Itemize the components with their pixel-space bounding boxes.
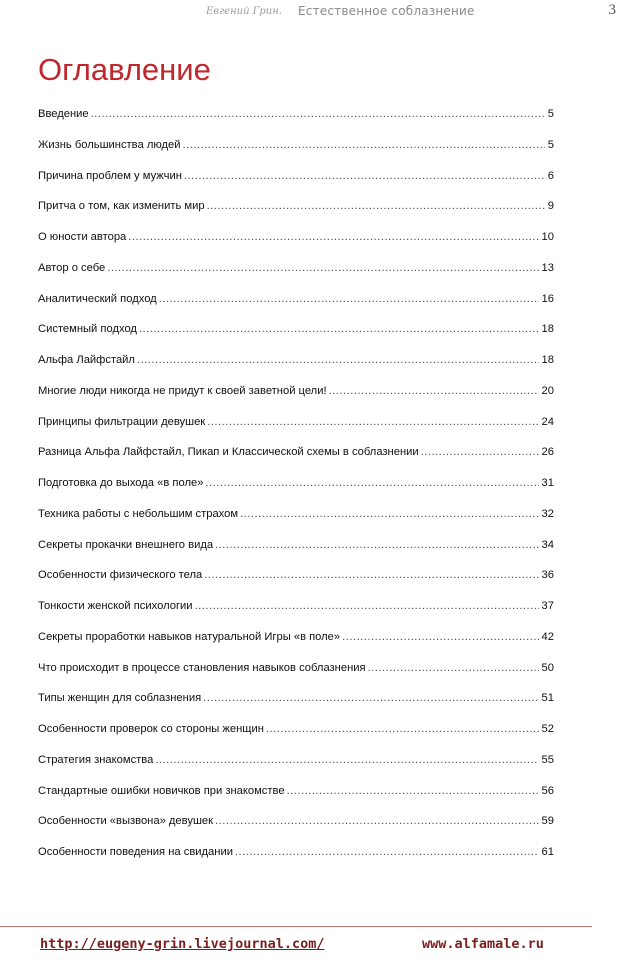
toc-entry-page: 31	[541, 477, 554, 489]
toc-entry[interactable]	[38, 199, 554, 230]
toc-entry-page: 5	[547, 138, 554, 151]
toc-entry[interactable]	[38, 138, 554, 169]
toc-entry-page: 24	[541, 415, 554, 428]
toc-entry[interactable]	[38, 261, 554, 292]
toc-entry[interactable]	[38, 814, 554, 845]
toc-dot-leader	[203, 691, 538, 705]
toc-entry-title: Разница Альфа Лайфстайл, Пикап и Классической схемы в соблазнении	[38, 446, 419, 459]
toc-entry-page: 37	[541, 600, 554, 612]
footer-divider	[0, 926, 592, 927]
toc-entry-page: 18	[541, 354, 554, 366]
toc-dot-leader	[329, 384, 539, 398]
toc-entry-page: 10	[541, 231, 554, 243]
toc-dot-leader	[342, 630, 538, 644]
toc-entry-page: 36	[541, 569, 554, 582]
toc-entry[interactable]	[38, 722, 554, 753]
toc-entry-title: Секреты прокачки внешнего вида	[38, 538, 214, 551]
toc-entry-page: 55	[541, 753, 554, 766]
header-author: Евгений Грин.	[206, 6, 282, 17]
toc-entry-page: 9	[547, 200, 554, 213]
toc-entry[interactable]	[38, 599, 554, 630]
toc-entry-title: Альфа Лайфстайл	[38, 354, 135, 366]
toc-entry-title: Системный подход	[38, 323, 137, 336]
toc-entry[interactable]	[38, 691, 554, 722]
toc-entry[interactable]	[38, 507, 554, 538]
toc-entry-title: О юности автора	[38, 231, 127, 243]
toc-entry-title: Тонкости женской психологии	[38, 600, 193, 612]
toc-entry[interactable]	[38, 784, 554, 815]
toc-dot-leader	[207, 199, 545, 213]
toc-entry[interactable]	[38, 384, 554, 415]
toc-dot-leader	[128, 230, 538, 244]
toc-entry-page: 42	[541, 630, 554, 643]
toc-entry-title: Стратегия знакомства	[38, 753, 154, 766]
toc-entry[interactable]	[38, 476, 554, 507]
toc-entry[interactable]	[38, 415, 554, 446]
toc-dot-leader	[107, 261, 538, 275]
toc-entry[interactable]	[38, 845, 554, 876]
page-footer	[0, 934, 620, 956]
page-number: 3	[608, 2, 616, 18]
toc-entry-page: 5	[547, 108, 554, 120]
toc-entry[interactable]	[38, 292, 554, 323]
toc-entry[interactable]	[38, 107, 554, 138]
toc-entry-page: 52	[541, 723, 554, 735]
toc-entry[interactable]	[38, 753, 554, 784]
toc-entry-page: 18	[541, 323, 554, 336]
toc-entry-title: Многие люди никогда не придут к своей заветной цели!	[38, 384, 327, 397]
toc-entry-title: Техника работы с небольшим страхом	[38, 507, 239, 520]
toc-dot-leader	[184, 169, 545, 183]
toc-entry[interactable]	[38, 230, 554, 261]
toc-entry-page: 59	[541, 815, 554, 828]
toc-dot-leader	[137, 353, 539, 367]
toc-entry-page: 51	[541, 692, 554, 705]
toc-entry-page: 13	[541, 261, 554, 274]
toc-entry-title: Стандартные ошибки новичков при знакомстве	[38, 784, 285, 797]
toc-entry-title: Аналитический подход	[38, 292, 157, 305]
toc-entry-page: 61	[541, 846, 554, 858]
toc-dot-leader	[215, 814, 539, 828]
footer-livejournal-link[interactable]: http://eugeny-grin.livejournal.com/	[40, 936, 325, 952]
toc-dot-leader	[183, 138, 545, 152]
toc-entry-title: Секреты проработки навыков натуральной Игры «в поле»	[38, 630, 341, 643]
toc-entry-page: 20	[541, 384, 554, 397]
toc-dot-leader	[207, 415, 538, 429]
toc-entry-title: Особенности физического тела	[38, 569, 203, 582]
toc-entry-page: 50	[541, 661, 554, 674]
toc-entry-title: Притча о том, как изменить мир	[38, 200, 205, 213]
toc-dot-leader	[159, 292, 539, 306]
toc-entry[interactable]	[38, 568, 554, 599]
toc-dot-leader	[421, 445, 539, 459]
toc-dot-leader	[139, 322, 539, 336]
toc-entry-title: Типы женщин для соблазнения	[38, 692, 202, 705]
toc-entry-title: Особенности проверок со стороны женщин	[38, 723, 264, 735]
toc-dot-leader	[368, 661, 539, 675]
toc-entry-title: Что происходит в процессе становления навыков соблазнения	[38, 661, 366, 674]
toc-entry[interactable]	[38, 353, 554, 384]
toc-dot-leader	[235, 845, 539, 859]
toc-entry-title: Особенности поведения на свидании	[38, 846, 233, 858]
toc-entry[interactable]	[38, 169, 554, 200]
toc-entry[interactable]	[38, 445, 554, 476]
toc-entry-title: Подготовка до выхода «в поле»	[38, 477, 204, 489]
running-header	[0, 4, 620, 24]
toc-entry-page: 34	[541, 538, 554, 551]
toc-entry-title: Принципы фильтрации девушек	[38, 415, 206, 428]
toc-dot-leader	[155, 753, 538, 767]
toc-entry-page: 6	[547, 169, 554, 182]
toc-dot-leader	[205, 476, 538, 490]
toc-entry-title: Введение	[38, 108, 89, 120]
toc-entry[interactable]	[38, 538, 554, 569]
toc-entry-title: Автор о себе	[38, 261, 106, 274]
toc-entry-page: 26	[541, 446, 554, 459]
toc-entry-title: Причина проблем у мужчин	[38, 169, 182, 182]
toc-entry-title: Особенности «вызвона» девушек	[38, 815, 214, 828]
toc-dot-leader	[215, 538, 538, 552]
toc-entry-page: 32	[541, 507, 554, 520]
footer-site-link[interactable]: www.alfamale.ru	[422, 936, 544, 952]
toc-dot-leader	[204, 568, 538, 582]
header-book-title: Естественное соблазнение	[298, 4, 475, 18]
toc-entry-page: 56	[541, 784, 554, 797]
page-title: Оглавление	[38, 52, 211, 87]
toc-dot-leader	[91, 107, 545, 121]
toc-entry-page: 16	[541, 292, 554, 305]
toc-dot-leader	[266, 722, 539, 736]
toc-entry[interactable]	[38, 630, 554, 661]
toc-entry[interactable]	[38, 661, 554, 692]
toc-dot-leader	[195, 599, 539, 613]
table-of-contents	[38, 107, 554, 876]
toc-dot-leader	[240, 507, 538, 521]
toc-entry-title: Жизнь большинства людей	[38, 138, 181, 151]
toc-entry[interactable]	[38, 322, 554, 353]
toc-dot-leader	[287, 784, 539, 798]
